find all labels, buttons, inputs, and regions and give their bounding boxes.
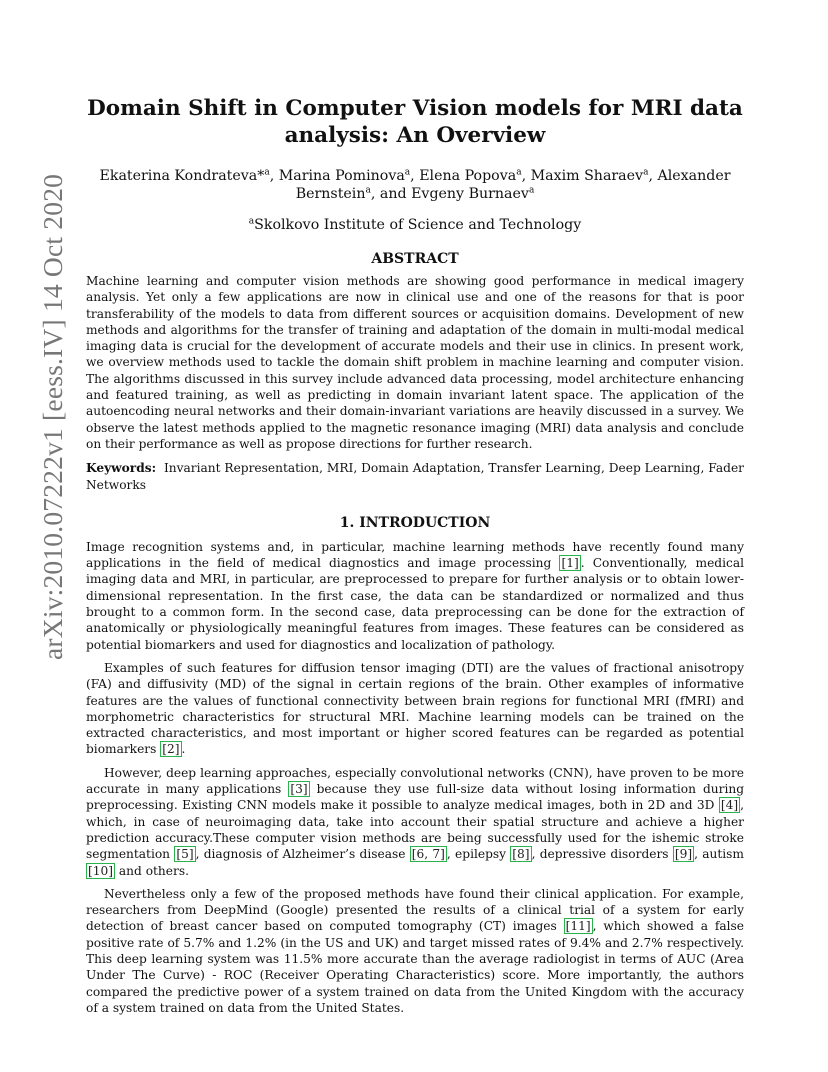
author-burnaev: , and Evgeny Burnaev xyxy=(370,186,529,202)
text: , which showed a false positive rate of 5.7% and 1.2% (in the US and UK) and target missed rates of 9.4% and 2.7% respectively. This deep learning system was 11.5% more accurate than the average radiologist in terms of AUC (Area Under The Curve) - ROC (Receiver Operating Characteristics) score. More importantly, the authors compared the predictive power of a system trained on data from the United Kingdom with the accuracy of a system trained on data from the United States. xyxy=(86,919,744,1015)
text: Nevertheless only a few of the proposed methods have found their clinical application. For example, researchers from DeepMind (Google) presented the results of a clinical trial of a system for early detection of breast cancer based on computed tomography (CT) images xyxy=(86,886,744,934)
paper-page xyxy=(86,95,744,1016)
affiliation-name: Skolkovo Institute of Science and Technology xyxy=(254,217,582,233)
keywords xyxy=(86,460,744,493)
citation-link[interactable]: [6, 7] xyxy=(411,847,445,862)
citation-link[interactable]: [4] xyxy=(720,798,739,813)
affil-mark: a xyxy=(248,216,255,227)
intro-paragraph-2 xyxy=(86,660,744,758)
text: . xyxy=(181,742,186,757)
affiliation xyxy=(86,216,744,234)
author-popova: , Elena Popova xyxy=(410,168,517,184)
author-sharaev: , Maxim Sharaev xyxy=(521,168,644,184)
text: , autism xyxy=(694,847,744,862)
citation-link[interactable]: [9] xyxy=(674,847,693,862)
text: and others. xyxy=(115,863,189,878)
citation-link[interactable]: [5] xyxy=(176,847,194,862)
affil-mark: a xyxy=(643,167,649,178)
keywords-list: Invariant Representation, MRI, Domain Adaptation, Transfer Learning, Deep Learning, Fader Networks xyxy=(86,461,744,492)
affil-mark: a xyxy=(264,167,270,178)
text: , diagnosis of Alzheimer’s disease xyxy=(195,847,410,862)
affil-mark: a xyxy=(528,185,535,196)
citation-link[interactable]: [1] xyxy=(561,556,579,571)
text: However, deep learning approaches, especially convolutional networks (CNN), have proven to be more accurate in many applications xyxy=(86,765,744,797)
affil-mark: a xyxy=(365,185,371,196)
intro-paragraph-3 xyxy=(86,765,744,879)
text: because they use full-size data without losing information during preprocessing. Existing CNN models make it possible to analyze medical images, both in 2D and 3D xyxy=(86,782,744,813)
author-list xyxy=(86,167,744,203)
section-heading-introduction: 1. INTRODUCTION xyxy=(339,514,491,531)
author-bernstein: Bernstein xyxy=(295,186,366,202)
text: , epilepsy xyxy=(446,847,511,862)
author-kondrateva: Ekaterina Kondrateva* xyxy=(99,168,265,184)
paper-title: Domain Shift in Computer Vision models for MRI data analysis: An Overview xyxy=(87,96,743,148)
author-bernstein-first: , Alexander xyxy=(648,168,731,184)
text: , which, in case of neuroimaging data, take into account their spatial structure and achieve a higher prediction accuracy.These computer vision methods are being successfully used for the ishemic stroke segmentation xyxy=(86,798,744,862)
text: , depressive disorders xyxy=(531,847,673,862)
intro-paragraph-1 xyxy=(86,539,744,653)
citation-link[interactable]: [11] xyxy=(565,919,591,934)
keywords-label: Keywords: xyxy=(86,461,157,476)
text: Image recognition systems and, in particular, machine learning methods have recently found many applications in the field of medical diagnostics and image processing xyxy=(86,539,744,571)
affil-mark: a xyxy=(404,167,411,178)
text: Examples of such features for diffusion tensor imaging (DTI) are the values of fractional anisotropy (FA) and diffusivity (MD) of the signal in certain regions of the brain. Other examples of informative features are the values of functional connectivity between brain regions for functional MRI (fMRI) and morphometric characteristics for structural MRI. Machine learning models can be trained on the extracted characteristics, and most important or higher scored features can be regarded as potential biomarkers xyxy=(86,660,744,757)
citation-link[interactable]: [3] xyxy=(290,782,308,797)
citation-link[interactable]: [2] xyxy=(162,742,180,757)
affil-mark: a xyxy=(516,167,522,178)
text: . Conventionally, medical imaging data and MRI, in particular, are preprocessed to prepare for further analysis or to obtain lower-dimensional representation. In the first case, the data can be standardized or normalized and thus brought to a common form. In the second case, data preprocessing can be done for the extraction of anatomically or physiologically meaningful features from images. These features can be considered as potential biomarkers and used for diagnostics and localization of pathology. xyxy=(86,556,744,652)
intro-paragraph-4 xyxy=(86,886,744,1016)
author-pominova: , Marina Pominova xyxy=(269,168,405,184)
abstract-heading: ABSTRACT xyxy=(371,251,459,267)
citation-link[interactable]: [8] xyxy=(512,847,530,862)
arxiv-identifier: arXiv:2010.07222v1 [eess.IV] 14 Oct 2020 xyxy=(37,173,68,660)
citation-link[interactable]: [10] xyxy=(88,863,114,878)
abstract-text: Machine learning and computer vision methods are showing good performance in medical imagery analysis. Yet only a few applications are now in clinical use and one of the reasons for that is poor transferability of the models to data from different sources or acquisition domains. Development of new methods and algorithms for the transfer of training and adaptation of the domain in multi-modal medical imaging data is crucial for the development of accurate models and their use in clinics. In present work, we overview methods used to tackle the domain shift problem in machine learning and computer vision. The algorithms discussed in this survey include advanced data processing, model architecture enhancing and featured training, as well as predicting in domain invariant latent space. The application of the autoencoding neural networks and their domain-invariant variations are heavily discussed in a survey. We observe the latest methods applied to the magnetic resonance imaging (MRI) data analysis and conclude on their performance as well as propose directions for further research. xyxy=(86,274,744,451)
